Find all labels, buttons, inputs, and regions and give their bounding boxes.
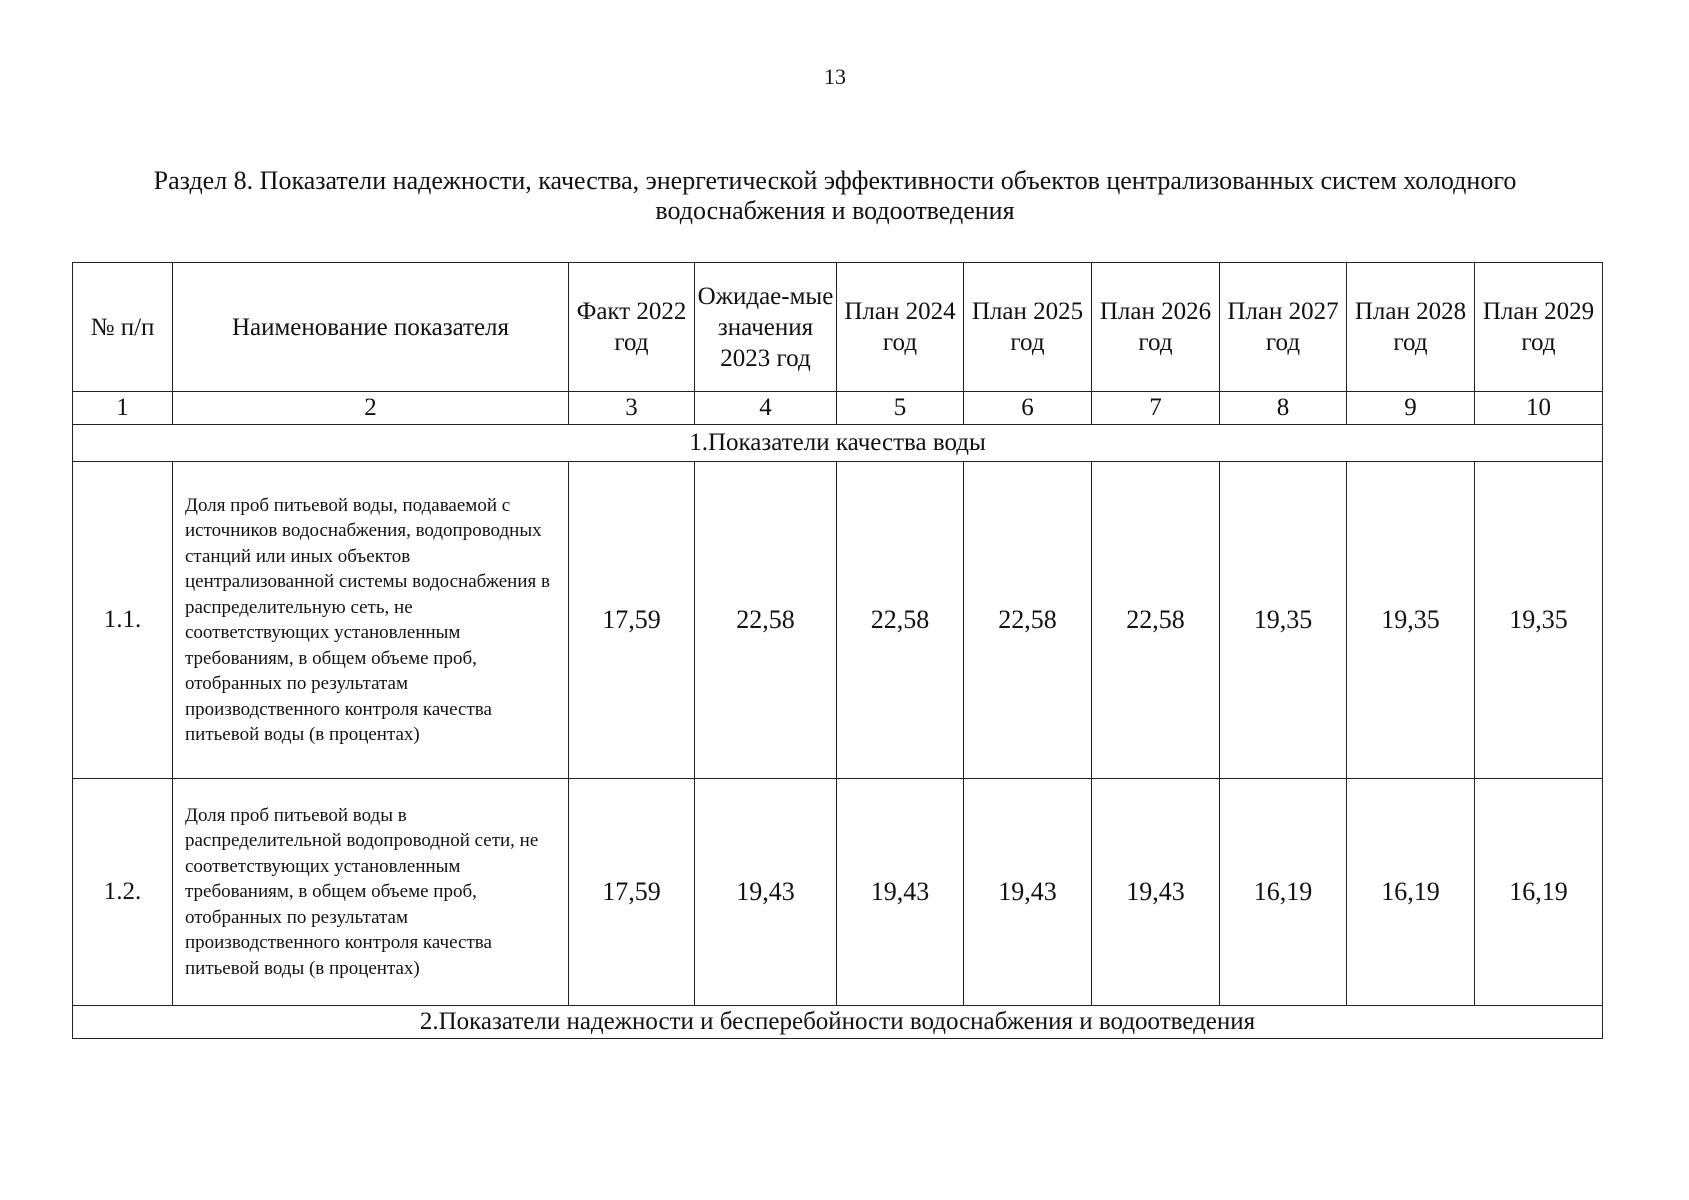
header-cell-plan-2025: План 2025 год — [964, 263, 1092, 392]
value-cell: 22,58 — [964, 462, 1092, 779]
header-cell-name: Наименование показателя — [173, 263, 569, 392]
column-number: 3 — [569, 392, 695, 425]
column-number: 6 — [964, 392, 1092, 425]
value-cell: 19,43 — [1092, 779, 1220, 1006]
value-cell: 17,59 — [569, 462, 695, 779]
value-cell: 16,19 — [1220, 779, 1347, 1006]
value-cell: 17,59 — [569, 779, 695, 1006]
value-cell: 19,35 — [1347, 462, 1475, 779]
column-number: 4 — [695, 392, 837, 425]
group-row-water-quality — [73, 425, 1603, 462]
column-number: 5 — [837, 392, 964, 425]
value-cell: 22,58 — [837, 462, 964, 779]
value-cell: 19,35 — [1475, 462, 1603, 779]
value-cell: 19,35 — [1220, 462, 1347, 779]
group-row-reliability — [73, 1006, 1603, 1039]
header-cell-number: № п/п — [73, 263, 173, 392]
header-cell-plan-2026: План 2026 год — [1092, 263, 1220, 392]
value-cell: 22,58 — [695, 462, 837, 779]
header-cell-expected-2023: Ожидае-мые значения 2023 год — [695, 263, 837, 392]
group-title: 1.Показатели качества воды — [73, 425, 1603, 462]
column-number: 7 — [1092, 392, 1220, 425]
section-title-line-2: водоснабжения и водоотведения — [655, 196, 1015, 225]
indicator-name: Доля проб питьевой воды, подаваемой с источников водоснабжения, водопроводных станций или иных объектов централизованной системы водоснабжения в распределительную сеть, не соответствующих установленным требованиям, в общем объеме проб, отобранных по результатам производственного контроля качества питьевой воды (в процентах) — [173, 462, 569, 779]
value-cell: 19,43 — [964, 779, 1092, 1006]
indicator-name: Доля проб питьевой воды в распределительной водопроводной сети, не соответствующих установленным требованиям, в общем объеме проб, отобранных по результатам производственного контроля качества питьевой воды (в процентах) — [173, 779, 569, 1006]
row-number: 1.2. — [73, 779, 173, 1006]
column-number: 9 — [1347, 392, 1475, 425]
column-number: 8 — [1220, 392, 1347, 425]
row-number: 1.1. — [73, 462, 173, 779]
section-title — [80, 166, 1590, 226]
header-cell-plan-2024: План 2024 год — [837, 263, 964, 392]
table-header-row — [73, 263, 1603, 392]
section-title-line-1: Раздел 8. Показатели надежности, качества, энергетической эффективности объектов централизованных систем холодного — [153, 166, 1517, 195]
value-cell: 16,19 — [1475, 779, 1603, 1006]
indicators-table — [72, 262, 1603, 1039]
column-number: 1 — [73, 392, 173, 425]
header-cell-plan-2027: План 2027 год — [1220, 263, 1347, 392]
value-cell: 22,58 — [1092, 462, 1220, 779]
column-number: 2 — [173, 392, 569, 425]
header-cell-fact-2022: Факт 2022 год — [569, 263, 695, 392]
column-number-row — [73, 392, 1603, 425]
table-row — [73, 779, 1603, 1006]
column-number: 10 — [1475, 392, 1603, 425]
page-number: 13 — [824, 64, 846, 89]
table-row — [73, 462, 1603, 779]
value-cell: 19,43 — [837, 779, 964, 1006]
header-cell-plan-2029: План 2029 год — [1475, 263, 1603, 392]
value-cell: 16,19 — [1347, 779, 1475, 1006]
value-cell: 19,43 — [695, 779, 837, 1006]
group-title: 2.Показатели надежности и бесперебойности водоснабжения и водоотведения — [73, 1006, 1603, 1039]
header-cell-plan-2028: План 2028 год — [1347, 263, 1475, 392]
